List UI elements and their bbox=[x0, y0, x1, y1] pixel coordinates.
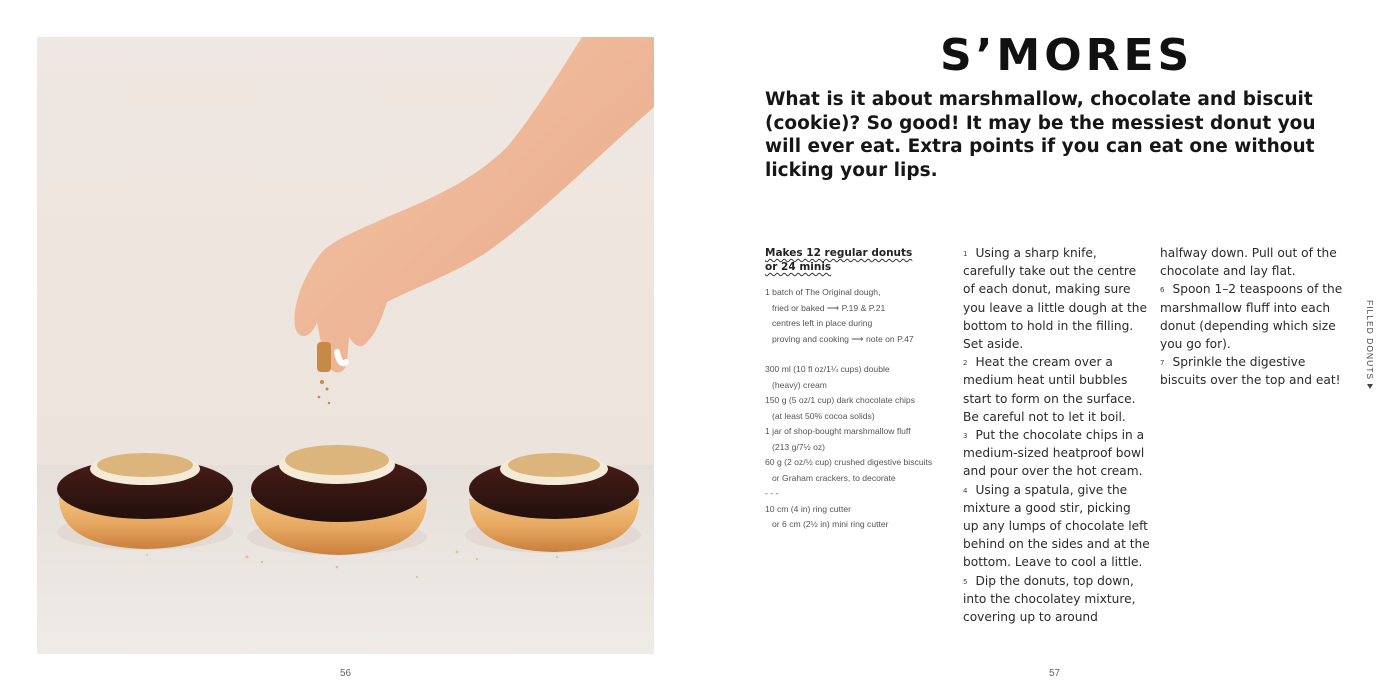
step-number: 5 bbox=[963, 577, 968, 586]
method-text: Put the chocolate chips in a bbox=[975, 428, 1145, 443]
ingredient-line: (213 g/7½ oz) bbox=[772, 441, 826, 452]
ingredient-gap bbox=[765, 347, 945, 362]
method-text: medium heat until bubbles bbox=[963, 373, 1128, 388]
method-text: Using a spatula, give the bbox=[975, 482, 1128, 497]
method-line bbox=[963, 299, 1153, 317]
ingredient-line: 1 jar of shop-bought marshmallow fluff bbox=[765, 426, 911, 436]
ingredient-line: (at least 50% cocoa solids) bbox=[772, 410, 875, 421]
ingredient-line: proving and cooking ⟶ note on P.47 bbox=[772, 333, 914, 344]
method-line bbox=[1160, 317, 1350, 335]
method-line bbox=[963, 390, 1153, 408]
method-text: Heat the cream over a bbox=[975, 355, 1113, 370]
method-line bbox=[963, 462, 1153, 480]
method-line bbox=[963, 590, 1153, 608]
method-line bbox=[963, 280, 1153, 298]
triangle-down-icon bbox=[1367, 384, 1373, 389]
method-text: Set aside. bbox=[963, 337, 1024, 352]
method-text: Be careful not to let it boil. bbox=[963, 409, 1126, 424]
method-text: mixture a good stir, picking bbox=[963, 500, 1131, 515]
recipe-intro: What is it about marshmallow, chocolate and biscuit (cookie)? So good! It may be the messiest donut you will ever eat. Extra points if you can eat one without licking your lips. bbox=[765, 89, 1316, 181]
method-text: into the chocolatey mixture, bbox=[963, 591, 1136, 606]
method-column-1 bbox=[963, 244, 1153, 626]
method-line bbox=[1160, 244, 1350, 262]
method-text: and pour over the hot cream. bbox=[963, 464, 1143, 479]
method-text: you go for). bbox=[1160, 337, 1231, 352]
ingredient-line: 60 g (2 oz/½ cup) crushed digestive biscuits bbox=[765, 457, 933, 467]
page-number-right: 57 bbox=[1049, 668, 1061, 679]
method-line bbox=[1160, 353, 1350, 371]
recipe-yield bbox=[765, 246, 940, 274]
method-text: Dip the donuts, top down, bbox=[975, 573, 1134, 588]
method-line bbox=[963, 335, 1153, 353]
ingredient-line: fried or baked ⟶ P.19 & P.21 bbox=[772, 302, 886, 313]
section-side-tab bbox=[1363, 300, 1377, 395]
section-label: FILLED DONUTS bbox=[1365, 300, 1375, 381]
ingredient-line: - - - bbox=[765, 488, 779, 498]
method-line bbox=[963, 608, 1153, 626]
method-text: up any lumps of chocolate left bbox=[963, 519, 1148, 534]
method-line bbox=[1160, 262, 1350, 280]
method-text: chocolate and lay flat. bbox=[1160, 264, 1296, 279]
method-line bbox=[963, 444, 1153, 462]
method-line bbox=[1160, 299, 1350, 317]
ingredient-line: 10 cm (4 in) ring cutter bbox=[765, 503, 851, 514]
ingredient-line: or 6 cm (2½ in) mini ring cutter bbox=[772, 519, 889, 529]
yield-line-1: Makes 12 regular donuts bbox=[765, 247, 913, 259]
method-text: carefully take out the centre bbox=[963, 264, 1137, 279]
ingredient-line: (heavy) cream bbox=[772, 379, 827, 390]
method-line bbox=[963, 353, 1153, 371]
recipe-title: S’MORES bbox=[940, 30, 1194, 81]
method-line bbox=[963, 317, 1153, 335]
method-line bbox=[1160, 371, 1350, 389]
method-text: Spoon 1–2 teaspoons of the bbox=[1172, 282, 1343, 297]
ingredient-line: 150 g (5 oz/1 cup) dark chocolate chips bbox=[765, 395, 916, 405]
method-column-2 bbox=[1160, 244, 1350, 390]
method-text: Using a sharp knife, bbox=[975, 246, 1097, 260]
ingredient-line: 1 batch of The Original dough, bbox=[765, 287, 881, 297]
method-text: donut (depending which size bbox=[1160, 318, 1336, 333]
method-line bbox=[963, 262, 1153, 280]
step-number: 4 bbox=[963, 486, 968, 495]
method-text: biscuits over the top and eat! bbox=[1160, 373, 1341, 388]
method-line bbox=[963, 244, 1153, 262]
ingredient-line: or Graham crackers, to decorate bbox=[772, 472, 896, 483]
step-number: 6 bbox=[1160, 286, 1165, 295]
recipe-photo bbox=[37, 37, 654, 654]
method-line bbox=[963, 517, 1153, 535]
method-text: bottom. Leave to cool a little. bbox=[963, 555, 1143, 570]
method-line bbox=[963, 572, 1153, 590]
page-number-left: 56 bbox=[340, 668, 352, 679]
method-line bbox=[1160, 335, 1350, 353]
method-line bbox=[963, 535, 1153, 553]
method-line bbox=[963, 408, 1153, 426]
method-text: bottom to hold in the filling. bbox=[963, 318, 1134, 333]
yield-line-2: or 24 minis bbox=[765, 261, 832, 273]
method-line bbox=[1160, 280, 1350, 298]
method-text: Sprinkle the digestive bbox=[1172, 355, 1306, 370]
method-text: you leave a little dough at the bbox=[963, 300, 1148, 315]
ingredient-line: 300 ml (10 fl oz/1¼ cups) double bbox=[765, 364, 890, 374]
step-number: 2 bbox=[963, 359, 968, 368]
step-number: 7 bbox=[1160, 359, 1165, 368]
method-text: medium-sized heatproof bowl bbox=[963, 446, 1145, 461]
method-line bbox=[963, 481, 1153, 499]
method-text: covering up to around bbox=[963, 610, 1098, 625]
step-number: 3 bbox=[963, 432, 968, 441]
method-text: of each donut, making sure bbox=[963, 282, 1131, 297]
ingredient-list bbox=[765, 285, 945, 533]
ingredient-line: centres left in place during bbox=[772, 318, 873, 328]
method-line bbox=[963, 499, 1153, 517]
method-text: marshmallow fluff into each bbox=[1160, 300, 1331, 315]
method-line bbox=[963, 426, 1153, 444]
method-text: start to form on the surface. bbox=[963, 391, 1136, 406]
method-text: halfway down. Pull out of the bbox=[1160, 246, 1337, 260]
step-number: 1 bbox=[963, 250, 968, 258]
method-line bbox=[963, 553, 1153, 571]
photo-donuts-hand bbox=[37, 37, 654, 654]
method-text: behind on the sides and at the bbox=[963, 537, 1150, 552]
method-line bbox=[963, 371, 1153, 389]
